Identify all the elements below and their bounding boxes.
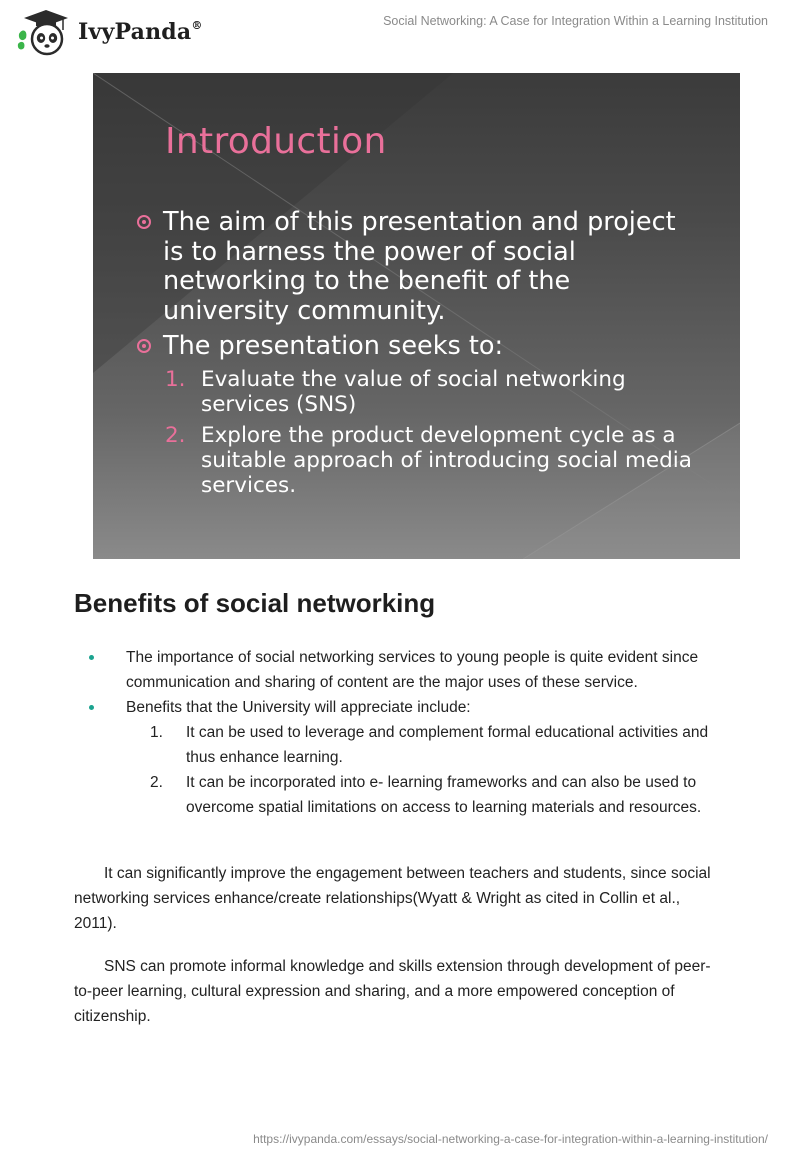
bullet-dot [89, 655, 94, 660]
list-item: Benefits that the University will appreciate include: 1. It can be used to leverage and complement formal educational activities and thus enhance learning. 2. It can be incorporated into e- learning frameworks and can also be used to overcome spatial limitations on access to learning materials and resources. [74, 695, 734, 820]
brand-name: IvyPanda® [78, 19, 203, 45]
running-title: Social Networking: A Case for Integration Within a Learning Institution [383, 14, 768, 28]
body-paragraph: It can significantly improve the engagement between teachers and students, since social networking services enhance/create relationships(Wyatt & Wright as cited in Collin et al., 2011). [74, 865, 711, 932]
source-url[interactable]: https://ivypanda.com/essays/social-networking-a-case-for-integration-within-a-learning-institution/ [253, 1132, 768, 1146]
subitem-number: 2. [165, 423, 186, 448]
slide-bullet: The presentation seeks to: [137, 332, 703, 362]
numbered-list [126, 720, 734, 820]
page-header [0, 0, 800, 60]
slide-title: Introduction [165, 121, 387, 162]
subitem-number: 1. [165, 367, 186, 392]
benefits-list [74, 645, 734, 820]
numbered-item: 2. It can be incorporated into e- learning frameworks and can also be used to overcome spatial limitations on access to learning materials and resources. [150, 774, 702, 816]
bullet-ring-icon [137, 215, 151, 229]
numbered-item: 1. It can be used to leverage and complement formal educational activities and thus enhance learning. [150, 724, 709, 766]
list-item: The importance of social networking services to young people is quite evident since communication and sharing of content are the major uses of these service. [74, 645, 734, 695]
ivypanda-logo[interactable] [16, 8, 203, 56]
presentation-slide [93, 73, 740, 559]
section-heading: Benefits of social networking [74, 588, 436, 618]
bullet-ring-icon [137, 339, 151, 353]
body-paragraph: SNS can promote informal knowledge and skills extension through development of peer-to-peer learning, cultural expression and sharing, and a more empowered conception of citizenship. [74, 958, 711, 1025]
bullet-dot [89, 705, 94, 710]
slide-subitem: 1. Evaluate the value of social networking services (SNS) [165, 367, 626, 417]
panda-graduate-icon [16, 8, 70, 56]
slide-bullet: The aim of this presentation and project is to harness the power of social networking to the benefit of the university community. [137, 208, 703, 326]
slide-subitem: 2. Explore the product development cycle as a suitable approach of introducing social media services. [165, 423, 692, 498]
